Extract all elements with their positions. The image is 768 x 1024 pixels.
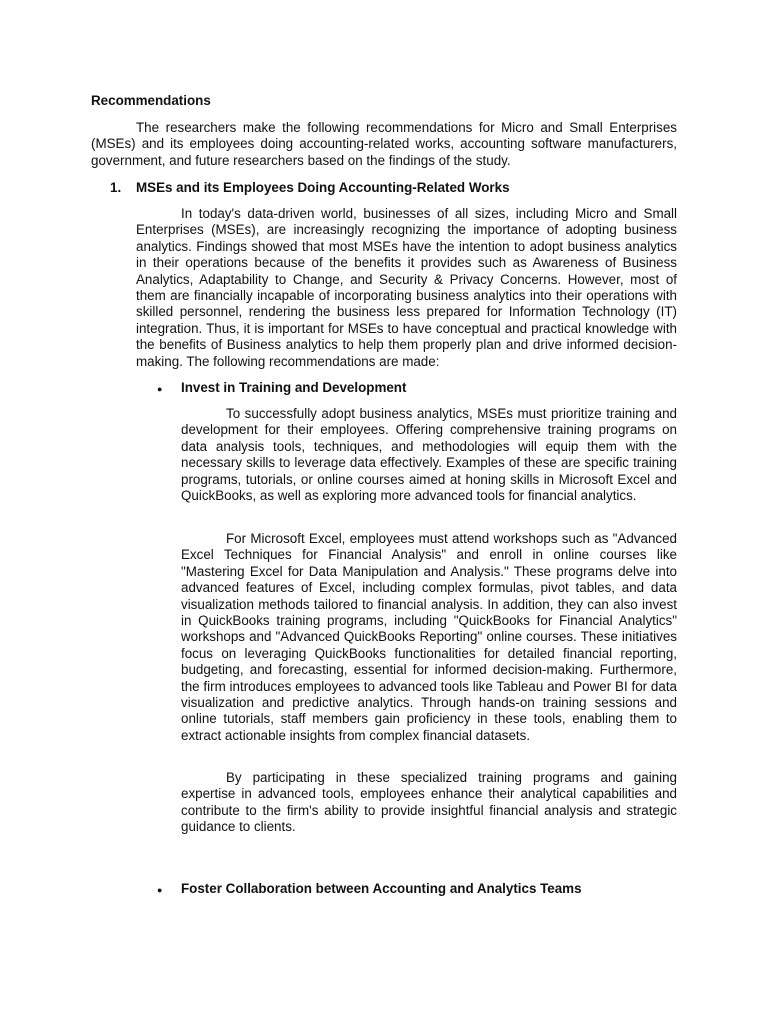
section-1-number: 1. (110, 180, 122, 195)
bullet-title-training: Invest in Training and Development (181, 380, 407, 395)
bullet-dot: ● (157, 384, 163, 394)
bullet-dot: ● (157, 885, 163, 895)
bullet-title-collaboration: Foster Collaboration between Accounting and Analytics Teams (181, 881, 582, 896)
page-heading: Recommendations (91, 93, 211, 108)
section-1-title: MSEs and its Employees Doing Accounting-Related Works (136, 180, 510, 195)
intro-paragraph: The researchers make the following recommendations for Micro and Small Enterprises (MSEs) and its employees doing accounting-related works, accounting software manufacturers, government, and future researchers based on the findings of the study. (91, 120, 677, 168)
section-1-paragraph: In today's data-driven world, businesses of all sizes, including Micro and Small Enterprises (MSEs), are increasingly recognizing the importance of adopting business analytics. Findings showed that most MSEs have the intention to adopt business analytics in their operations because of the benefits it provides such as Awareness of Business Analytics, Adaptability to Change, and Security & Privacy Concerns. However, most of them are financially incapable of incorporating business analytics into their operations with skilled personnel, rendering the business less prepared for Information Technology (IT) integration. Thus, it is important for MSEs to have conceptual and practical knowledge with the benefits of Business analytics to help them properly plan and drive informed decision-making. The following recommendations are made: (136, 206, 677, 369)
training-paragraph-1: To successfully adopt business analytics, MSEs must prioritize training and development for their employees. Offering comprehensive training programs on data analysis tools, techniques, and methodologies will equip them with the necessary skills to leverage data effectively. Examples of these are specific training programs, tutorials, or online courses aimed at honing skills in Microsoft Excel and QuickBooks, as well as exploring more advanced tools for financial analytics. (181, 406, 677, 504)
training-paragraph-2: For Microsoft Excel, employees must attend workshops such as "Advanced Excel Techniques for Financial Analysis" and enroll in online courses like "Mastering Excel for Data Manipulation and Analysis." These programs delve into advanced features of Excel, including complex formulas, pivot tables, and data visualization methods tailored to financial analysis. In addition, they can also invest in QuickBooks training programs, including "QuickBooks for Financial Analytics" workshops and "Advanced QuickBooks Reporting" online courses. These initiatives focus on leveraging QuickBooks functionalities for detailed financial reporting, budgeting, and forecasting, essential for informed decision-making. Furthermore, the firm introduces employees to advanced tools like Tableau and Power BI for data visualization and predictive analytics. Through hands-on training sessions and online tutorials, staff members gain proficiency in these tools, enabling them to extract actionable insights from complex financial datasets. (181, 531, 677, 743)
training-paragraph-3: By participating in these specialized training programs and gaining expertise in advanced tools, employees enhance their analytical capabilities and contribute to the firm's ability to provide insightful financial analysis and strategic guidance to clients. (181, 770, 677, 835)
